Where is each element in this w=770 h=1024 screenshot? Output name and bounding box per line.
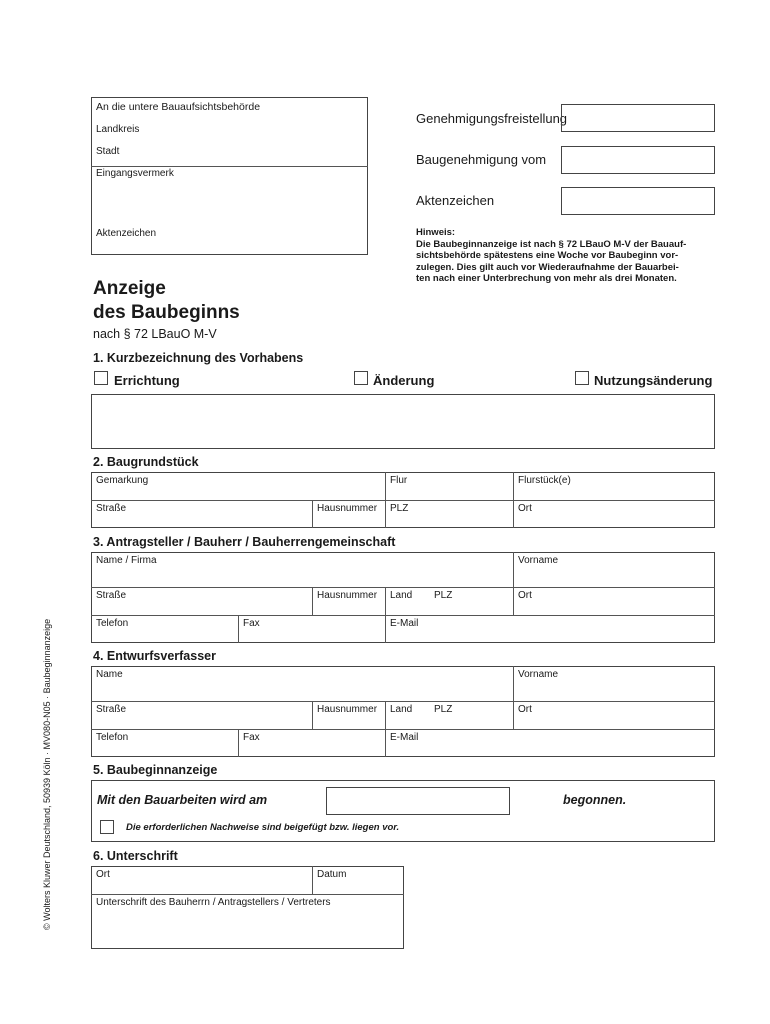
nutzungsaenderung-label: Nutzungsänderung [594,373,713,388]
recipient-divider [91,166,368,167]
section2-col-divider-3 [312,500,313,528]
nutzungsaenderung-checkbox[interactable] [575,371,589,385]
eingangsvermerk-label: Eingangsvermerk [96,168,174,179]
aktenzeichen-field[interactable] [561,187,715,215]
section6-col-divider [312,866,313,894]
baubeginn-date-field[interactable] [326,787,510,815]
doc-subtitle: nach § 72 LBauO M-V [93,327,217,341]
recipient-title: An die untere Bauaufsichtsbehörde [96,101,261,113]
vorhaben-textarea[interactable] [91,394,715,449]
nachweise-label: Die erforderlichen Nachweise sind beigefügt bzw. liegen vor. [126,822,400,833]
errichtung-checkbox[interactable] [94,371,108,385]
freistellung-label: Genehmigungsfreistellung [416,111,568,126]
aktenzeichen-label: Aktenzeichen [416,193,495,208]
section3-title: 3. Antragsteller / Bauherr / Bauherrengemeinschaft [93,535,396,549]
section4-title: 4. Entwurfsverfasser [93,649,216,663]
ort-field[interactable]: Ort [518,503,532,514]
section6-title: 6. Unterschrift [93,849,178,863]
errichtung-label: Errichtung [114,373,180,388]
section2-col-divider-2 [513,472,514,528]
freistellung-field[interactable] [561,104,715,132]
s3-ort-field[interactable]: Ort [518,590,532,601]
section4-row-divider-2 [91,729,715,730]
s4-email-field[interactable]: E-Mail [390,732,419,743]
s4-telefon-field[interactable]: Telefon [96,732,129,743]
section3-col-divider-2 [312,587,313,615]
s4-land-field[interactable]: Land [390,704,413,715]
s4-fax-field[interactable]: Fax [243,732,260,743]
section3-col-divider-4 [238,615,239,643]
flurstueck-field[interactable]: Flurstück(e) [518,475,571,486]
s4-name-field[interactable]: Name [96,669,123,680]
s3-vorname-field[interactable]: Vorname [518,555,559,566]
hint-line-4: ten nach einer Unterbrechung von mehr als drei Monaten. [416,273,677,284]
section4-col-divider-1 [513,666,514,729]
sidebar-copyright: © Wolters Kluwer Deutschland, 50939 Köln · MV080-N05 · Baubeginnanzeige [42,618,52,930]
s3-strasse-field[interactable]: Straße [96,590,127,601]
s3-fax-field[interactable]: Fax [243,618,260,629]
section4-col-divider-2 [312,701,313,729]
aenderung-label: Änderung [373,373,435,388]
gemarkung-field[interactable]: Gemarkung [96,475,149,486]
landkreis-label: Landkreis [96,124,140,135]
s6-ort-field[interactable]: Ort [96,869,110,880]
section2-row-divider [91,500,715,501]
hausnummer-field[interactable]: Hausnummer [317,503,378,514]
doc-title-line-2: des Baubeginns [93,302,240,323]
section2-title: 2. Baugrundstück [93,455,199,469]
recipient-aktenzeichen-label: Aktenzeichen [96,228,157,239]
s4-ort-field[interactable]: Ort [518,704,532,715]
strasse-field[interactable]: Straße [96,503,127,514]
s6-datum-field[interactable]: Datum [317,869,347,880]
section4-col-divider-3 [385,701,386,757]
s3-hausnummer-field[interactable]: Hausnummer [317,590,378,601]
hint-line-3: zulegen. Dies gilt auch vor Wiederaufnahme der Bauarbei- [416,261,679,273]
section4-col-divider-4 [238,729,239,757]
baugenehmigung-field[interactable] [561,146,715,174]
s4-vorname-field[interactable]: Vorname [518,669,559,680]
hint-line-1: Die Baubeginnanzeige ist nach § 72 LBauO M-V der Bauauf- [416,238,687,250]
section3-col-divider-1 [513,552,514,615]
hint-title: Hinweis: [416,227,456,238]
s3-name-field[interactable]: Name / Firma [96,555,157,566]
section3-row-divider-2 [91,615,715,616]
section4-row-divider-1 [91,701,715,702]
s3-email-field[interactable]: E-Mail [390,618,419,629]
stadt-label: Stadt [96,146,120,157]
section2-col-divider-1 [385,472,386,528]
section3-col-divider-3 [385,587,386,643]
s4-hausnummer-field[interactable]: Hausnummer [317,704,378,715]
nachweise-checkbox[interactable] [100,820,114,834]
s6-unterschrift-field[interactable]: Unterschrift des Bauherrn / Antragstellers / Vertreters [96,897,331,908]
baubeginn-prefix: Mit den Bauarbeiten wird am [97,793,268,807]
s4-plz-field[interactable]: PLZ [434,704,453,715]
section6-row-divider [91,894,404,895]
s4-strasse-field[interactable]: Straße [96,704,127,715]
aenderung-checkbox[interactable] [354,371,368,385]
baugenehmigung-label: Baugenehmigung vom [416,152,547,167]
plz-field[interactable]: PLZ [390,503,409,514]
hint-block [416,227,716,285]
section1-title: 1. Kurzbezeichnung des Vorhabens [93,351,304,365]
section3-row-divider-1 [91,587,715,588]
s3-land-field[interactable]: Land [390,590,413,601]
hint-line-2: sichtsbehörde spätestens eine Woche vor Baubeginn vor- [416,250,679,261]
doc-title-line-1: Anzeige [93,278,166,299]
s3-plz-field[interactable]: PLZ [434,590,453,601]
section5-title: 5. Baubeginnanzeige [93,763,218,777]
flur-field[interactable]: Flur [390,475,408,486]
baubeginn-suffix: begonnen. [563,793,627,807]
s3-telefon-field[interactable]: Telefon [96,618,129,629]
